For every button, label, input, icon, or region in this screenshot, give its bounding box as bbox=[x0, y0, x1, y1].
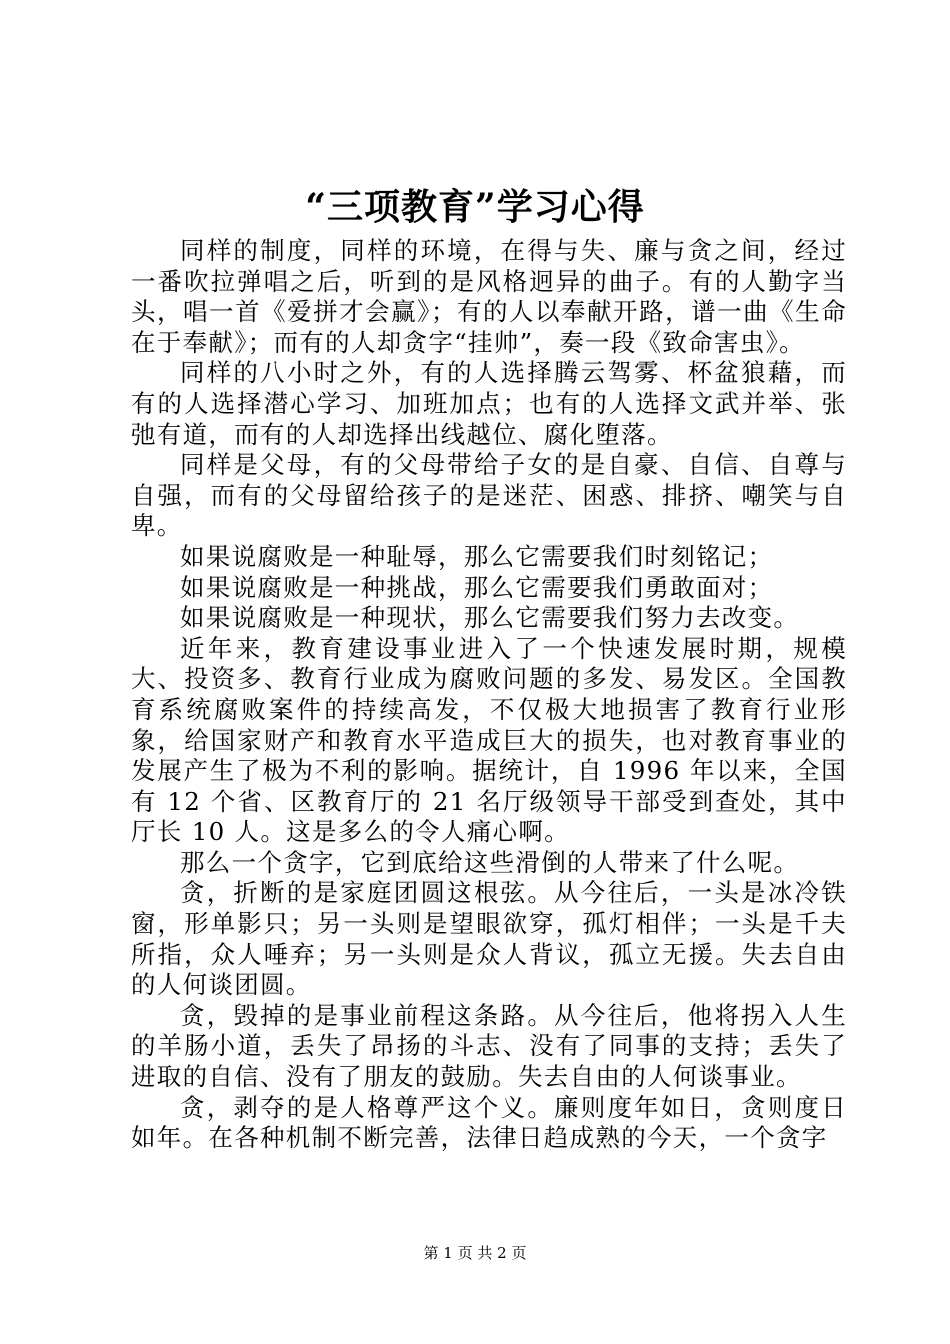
document-title: “三项教育”学习心得 bbox=[305, 186, 645, 228]
paragraph: 贪，折断的是家庭团圆这根弦。从今往后，一头是冰冷铁窗，形单影只；另一头则是望眼欲穿，孤灯相伴；一头是千夫所指，众人唾弃；另一头则是众人背议，孤立无援。失去自由的人何谈团圆。 bbox=[131, 878, 847, 1000]
document-body bbox=[131, 236, 847, 1154]
paragraph: 同样是父母，有的父母带给子女的是自豪、自信、自尊与自强，而有的父母留给孩子的是迷茫、困惑、排挤、嘲笑与自卑。 bbox=[131, 450, 847, 541]
paragraph: 如果说腐败是一种现状，那么它需要我们努力去改变。 bbox=[180, 603, 800, 633]
paragraph: 近年来，教育建设事业进入了一个快速发展时期，规模大、投资多、教育行业成为腐败问题的多发、易发区。全国教育系统腐败案件的持续高发，不仅极大地损害了教育行业形象，给国家财产和教育水平造成巨大的损失，也对教育事业的发展产生了极为不利的影响。据统计，自 1996 年以来，全国有 12 个省、区教育厅的 21 名厅级领导干部受到查处，其中厅长 10 人。这是多么的令人痛心啊。 bbox=[131, 633, 847, 847]
paragraph: 那么一个贪字，它到底给这些滑倒的人带来了什么呢。 bbox=[180, 847, 800, 877]
paragraph: 同样的制度，同样的环境，在得与失、廉与贪之间，经过一番吹拉弹唱之后，听到的是风格迥异的曲子。有的人勤字当头，唱一首《爱拼才会赢》；有的人以奉献开路，谱一曲《生命在于奉献》；而有的人却贪字“挂帅”，奏一段《致命害虫》。 bbox=[131, 236, 847, 357]
paragraph: 贪，剥夺的是人格尊严这个义。廉则度年如日，贪则度日如年。在各种机制不断完善，法律日趋成熟的今天，一个贪字 bbox=[131, 1092, 847, 1153]
paragraph: 同样的八小时之外，有的人选择腾云驾雾、杯盆狼藉，而有的人选择潜心学习、加班加点；也有的人选择文武并举、张弛有道，而有的人却选择出线越位、腐化堕落。 bbox=[131, 358, 847, 449]
paragraph: 如果说腐败是一种耻辱，那么它需要我们时刻铭记； bbox=[180, 541, 774, 571]
paragraph: 如果说腐败是一种挑战，那么它需要我们勇敢面对； bbox=[180, 572, 774, 602]
paragraph: 贪，毁掉的是事业前程这条路。从今往后，他将拐入人生的羊肠小道，丢失了昂扬的斗志、没有了同事的支持；丢失了进取的自信、没有了朋友的鼓励。失去自由的人何谈事业。 bbox=[131, 1000, 847, 1092]
page-footer: 第 1 页 共 2 页 bbox=[423, 1244, 527, 1262]
